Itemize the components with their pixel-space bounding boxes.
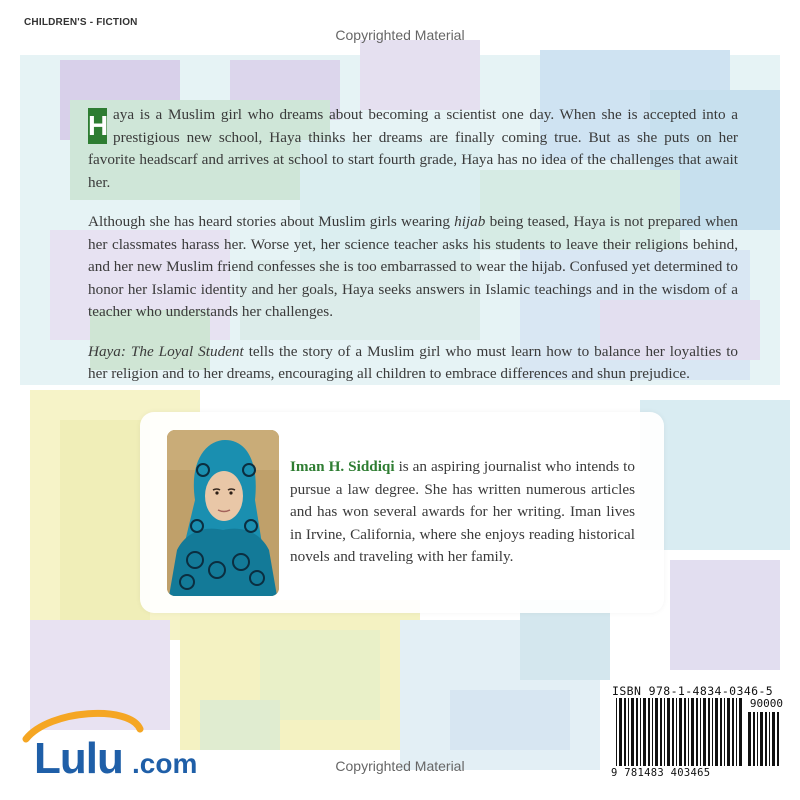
author-name: Iman H. Siddiqi xyxy=(290,458,395,475)
drop-cap: H xyxy=(88,108,107,144)
svg-text:.com: .com xyxy=(132,748,198,779)
author-bio xyxy=(290,456,635,569)
isbn-number: ISBN 978-1-4834-0346-5 xyxy=(612,684,774,698)
book-title-emphasis: Haya: The Loyal Student xyxy=(88,342,244,360)
category-label: CHILDREN'S - FICTION xyxy=(24,17,138,28)
blurb-paragraph-3-text: tells the story of a Muslim girl who must learn how to balance her loyalties to her religion and to her dreams, encouraging all children to embrace differences and shun prejudice. xyxy=(88,342,739,382)
barcode-digits: 9 781483 403465 xyxy=(611,767,711,779)
blurb-paragraph-1-text: aya is a Muslim girl who dreams about becoming a scientist one day. When she is accepted into a prestigious new school, Haya thinks her dreams are finally coming true. But as she puts on her favorite headscarf and arrives at school to start fourth grade, Haya has no idea of the challenges that await her. xyxy=(88,106,738,191)
blurb-paragraph-3 xyxy=(88,341,738,386)
blurb-paragraph-2 xyxy=(88,211,738,324)
blurb-paragraph-1 xyxy=(88,104,738,194)
svg-text:Lulu: Lulu xyxy=(34,734,123,783)
author-bio-box xyxy=(140,412,664,613)
blurb-paragraph-2-text-b: being teased, Haya is not prepared when her classmates harass her. Worse yet, her science teacher asks his students to leave their religions behind, and her new Muslim friend confesses she is too embarrassed to wear the hijab. Confused yet determined to honor her Islamic identity and her goals, Haya seeks answers in Islamic teachings and in the wisdom of a teacher who understands her challenges. xyxy=(88,213,738,320)
price-addon: 90000 xyxy=(749,697,783,710)
barcode-bars xyxy=(616,698,746,766)
author-bio-text: is an aspiring journalist who intends to pursue a law degree. She has written numerous articles and has won several awards for her writing. Iman lives in Irvine, California, where she enjoys reading historical novels and traveling with her family. xyxy=(290,458,635,565)
blurb-paragraph-2-text-a: Although she has heard stories about Muslim girls wearing xyxy=(88,213,455,230)
copyright-notice-top: Copyrighted Material xyxy=(335,27,465,43)
blurb-hijab-emphasis: hijab xyxy=(454,213,486,230)
book-blurb xyxy=(88,104,738,403)
copyright-notice-bottom: Copyrighted Material xyxy=(335,758,465,774)
author-photo xyxy=(167,430,279,596)
